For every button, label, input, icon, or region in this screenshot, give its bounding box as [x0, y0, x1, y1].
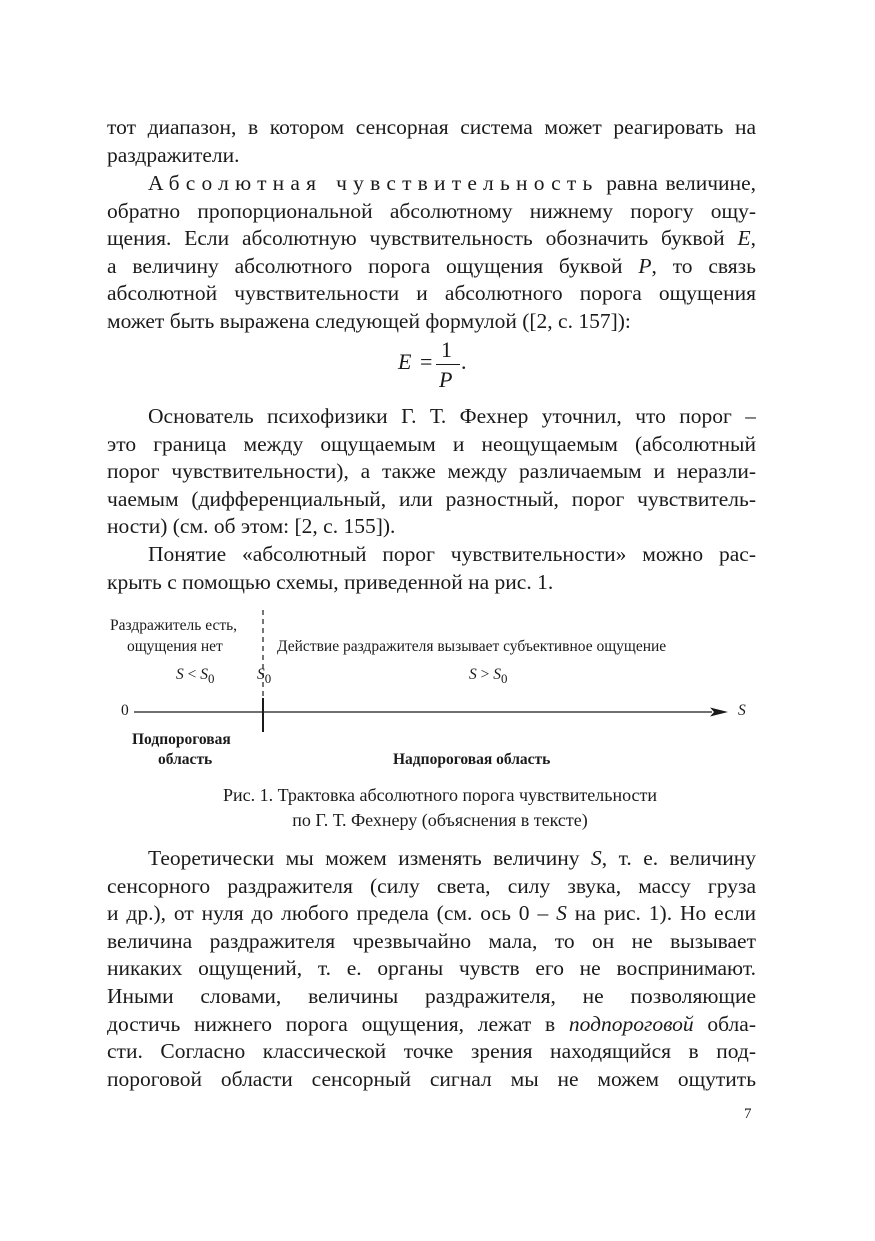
s-less-than-s0	[176, 666, 214, 687]
operator: >	[476, 666, 494, 683]
text-fragment: Теоретически мы можем изменять величину	[148, 846, 591, 870]
right-label: Действие раздражителя вызывает субъективное ощущение	[277, 638, 667, 655]
formula-denominator: P	[439, 367, 453, 392]
paragraph-2	[107, 170, 756, 336]
caption-line1: Рис. 1. Трактовка абсолютного порога чувствительности	[222, 785, 658, 805]
formula-equals: =	[420, 349, 433, 374]
text-line	[107, 845, 756, 873]
subscript: 0	[501, 671, 508, 687]
text-line: сти. Согласно классической точке зрения находящийся в под-	[107, 1039, 756, 1064]
variable-p: P	[638, 253, 652, 278]
variable-s: S	[591, 846, 602, 870]
text-line: Понятие «абсолютный порог чувствительности» можно рас-	[148, 542, 756, 566]
text-line: пороговой области сенсорный сигнал мы не можем ощутить	[107, 1066, 756, 1091]
text-line	[107, 900, 756, 928]
text-line: Иными словами, величины раздражителя, не позволяющие	[107, 983, 756, 1008]
var-s: S	[257, 666, 265, 683]
var-s: S	[469, 666, 477, 683]
formula	[398, 337, 478, 395]
figure-1	[100, 600, 780, 780]
formula-lhs: E	[398, 349, 412, 374]
left-label-line1: Раздражитель есть,	[110, 617, 238, 634]
formula-numerator: 1	[441, 337, 452, 362]
var-s: S	[493, 666, 501, 683]
text-line: чаемым (дифференциальный, или разностный, порог чувствитель-	[107, 486, 756, 511]
text-line: никаких ощущений, т. е. органы чувств его не воспринимают.	[107, 956, 756, 981]
text-line	[107, 225, 756, 253]
text-fragment: на рис. 1). Но если	[566, 901, 756, 926]
subscript: 0	[208, 671, 215, 687]
paragraph-5	[107, 845, 756, 1093]
suprathreshold-label: Надпороговая область	[393, 751, 551, 768]
text-fragment: обла-	[693, 1011, 756, 1036]
paragraph-3	[107, 403, 756, 541]
subthreshold-label-line2: область	[158, 751, 213, 768]
variable-e: E	[737, 226, 751, 251]
text-line: обратно пропорциональной абсолютному нижнему порогу ощу-	[107, 198, 756, 223]
text-line: крыть с помощью схемы, приведенной на рис. 1.	[107, 569, 554, 594]
var-s: S	[200, 666, 208, 683]
text-fragment: ,	[750, 226, 756, 251]
text-line	[107, 253, 756, 281]
text-line	[107, 170, 756, 198]
page-number: 7	[744, 1106, 752, 1122]
text-fragment: достичь нижнего порога ощущения, лежат в	[107, 1011, 569, 1036]
spaced-term: Абсолютная чувствительность	[148, 171, 599, 195]
text-line: порог чувствительности), а также между различаемым и неразли-	[107, 459, 756, 484]
fraction-bar	[436, 364, 460, 365]
subscript: 0	[264, 671, 272, 687]
text-fragment: , то связь	[651, 253, 756, 278]
axis-arrowhead	[710, 708, 728, 717]
emphasized-term: подпороговой	[568, 1011, 694, 1036]
caption-line2: по Г. Т. Фехнеру (объяснения в тексте)	[292, 810, 588, 830]
paragraph-1	[107, 114, 756, 169]
text-fragment: а величину абсолютного порога ощущения буквой	[107, 253, 639, 278]
text-line: абсолютной чувствительности и абсолютного порога ощущения	[107, 281, 756, 306]
var-s: S	[176, 666, 184, 683]
text-fragment: , т. е. величину	[601, 846, 756, 870]
formula-period: .	[461, 349, 467, 374]
text-line: тот диапазон, в котором сенсорная система может реагировать на	[107, 115, 756, 139]
axis-origin-label: 0	[121, 702, 129, 719]
text-line: величина раздражителя чрезвычайно мала, то он не вызывает	[107, 928, 756, 953]
text-fragment: и др.), от нуля до любого предела (см. ось 0 –	[107, 901, 557, 926]
text-line: это граница между ощущаемым и неощущаемым (абсолютный	[107, 431, 756, 456]
text-line	[107, 1011, 756, 1039]
paragraph-4	[107, 541, 756, 596]
operator: <	[183, 666, 201, 683]
text-line: сенсорного раздражителя (силу света, силу звука, массу груза	[107, 873, 756, 898]
variable-s: S	[556, 901, 567, 926]
text-fragment: щения. Если абсолютную чувствительность обозначить буквой	[107, 226, 738, 251]
axis-s-label: S	[738, 702, 746, 719]
subthreshold-label-line1: Подпороговая	[132, 731, 231, 748]
text-line: Основатель психофизики Г. Т. Фехнер уточнил, что порог –	[148, 404, 756, 428]
text-line: ности) (см. об этом: [2, с. 155]).	[107, 514, 396, 539]
text-line: раздражители.	[107, 142, 240, 167]
figure-caption	[100, 783, 780, 833]
s-greater-than-s0	[469, 666, 507, 687]
left-label-line2: ощущения нет	[127, 638, 223, 655]
text-fragment: равна величине,	[598, 171, 756, 195]
s0-label	[257, 666, 271, 687]
text-line: может быть выражена следующей формулой ([2, с. 157]):	[107, 308, 631, 333]
